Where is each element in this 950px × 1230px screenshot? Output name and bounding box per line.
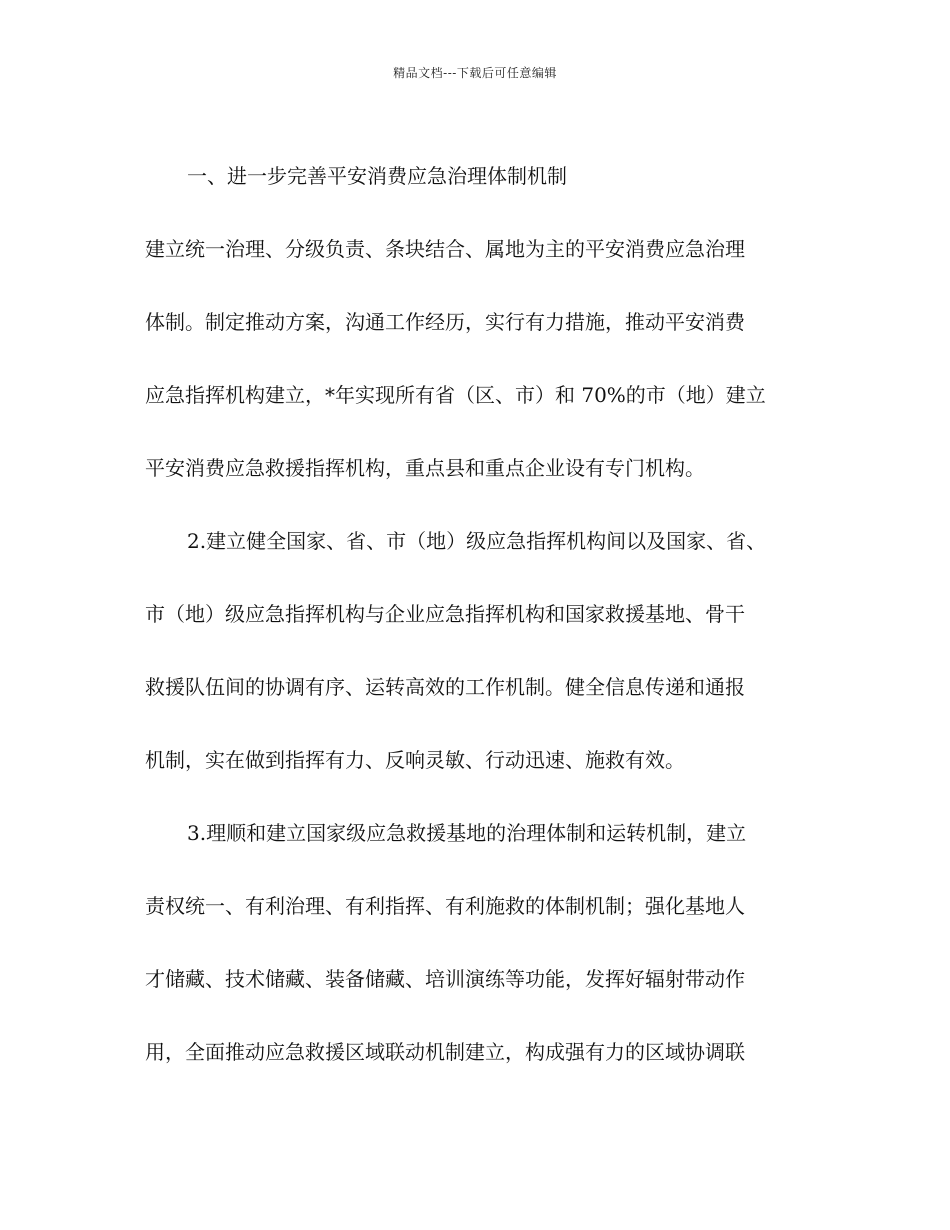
text-line: 才储藏、技术储藏、装备储藏、培训演练等功能，发挥好辐射带动作 (145, 967, 745, 991)
text-line: 责权统一、有利治理、有利指挥、有利施救的体制机制；强化基地人 (145, 894, 745, 918)
text-line: 体制。制定推动方案，沟通工作经历，实行有力措施，推动平安消费 (145, 310, 745, 334)
text-line: 2.建立健全国家、省、市（地）级应急指挥机构间以及国家、省、 (187, 529, 767, 553)
document-body (145, 140, 835, 1089)
text-line: 建立统一治理、分级负责、条块结合、属地为主的平安消费应急治理 (145, 237, 745, 261)
text-line: 救援队伍间的协调有序、运转高效的工作机制。健全信息传递和通报 (145, 675, 745, 699)
text-line: 市（地）级应急指挥机构与企业应急指挥机构和国家救援基地、骨干 (145, 602, 745, 626)
text-line: 平安消费应急救援指挥机构，重点县和重点企业设有专门机构。 (145, 456, 705, 480)
text-line: 应急指挥机构建立，*年实现所有省（区、市）和 70%的市（地）建立 (145, 383, 766, 407)
text-line: 用，全面推动应急救援区域联动机制建立，构成强有力的区域协调联 (145, 1040, 745, 1064)
text-line: 机制，实在做到指挥有力、反响灵敏、行动迅速、施救有效。 (145, 748, 685, 772)
page-header: 精品文档---下载后可任意编辑 (393, 66, 557, 80)
text-line: 3.理顺和建立国家级应急救援基地的治理体制和运转机制，建立 (187, 821, 747, 845)
text-line: 一、进一步完善平安消费应急治理体制机制 (187, 164, 567, 188)
